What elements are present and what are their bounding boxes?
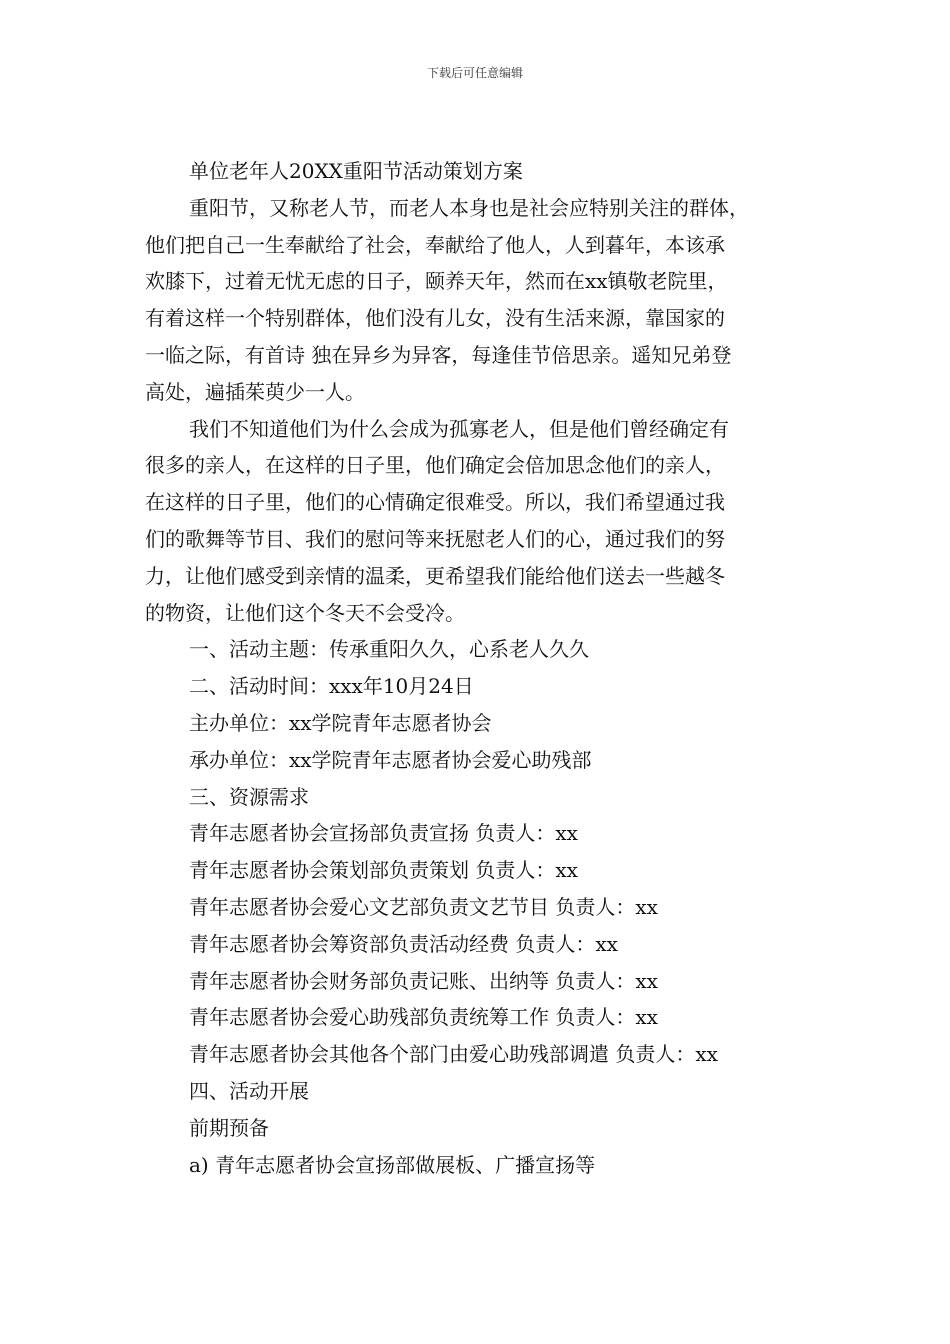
- text-line: 的物资，让他们这个冬天不会受冷。: [145, 600, 465, 625]
- resource-item: 青年志愿者协会爱心文艺部负责文艺节目 负责人：xx: [189, 894, 658, 919]
- text-line: 很多的亲人，在这样的日子里，他们确定会倍加思念他们的亲人，: [145, 453, 725, 478]
- resource-item: 青年志愿者协会策划部负责策划 负责人：xx: [189, 858, 578, 883]
- text-line: 我们不知道他们为什么会成为孤寡老人，但是他们曾经确定有: [189, 416, 729, 441]
- text-line: 们的歌舞等节目、我们的慰问等来抚慰老人们的心，通过我们的努: [145, 526, 725, 551]
- plan-items: [145, 631, 815, 1183]
- resource-item: 青年志愿者协会爱心助残部负责统筹工作 负责人：xx: [189, 1005, 658, 1030]
- paragraph-intro: [145, 190, 815, 411]
- co-organizer-line: 承办单位：xx学院青年志愿者协会爱心助残部: [189, 747, 592, 772]
- text-line: 重阳节，又称老人节，而老人本身也是社会应特别关注的群体，: [189, 195, 749, 220]
- text-line: 一临之际，有首诗 独在异乡为异客，每逢佳节倍思亲。遥知兄弟登: [145, 342, 732, 367]
- text-line: 高处，遍插茱萸少一人。: [145, 379, 365, 404]
- document-title: 单位老年人20XX重阳节活动策划方案: [189, 159, 523, 183]
- text-line: 力，让他们感受到亲情的温柔，更希望我们能给他们送去一些越冬: [145, 563, 725, 588]
- section-heading-theme: 一、活动主题：传承重阳久久，心系老人久久: [189, 637, 589, 662]
- resource-item: 青年志愿者协会宣扬部负责宣扬 负责人：xx: [189, 821, 578, 846]
- section-heading-activities: 四、活动开展: [189, 1078, 309, 1103]
- list-item: a) 青年志愿者协会宣扬部做展板、广播宣扬等: [189, 1152, 596, 1177]
- organizer-line: 主办单位：xx学院青年志愿者协会: [189, 710, 492, 735]
- resource-item: 青年志愿者协会其他各个部门由爱心助残部调遣 负责人：xx: [189, 1042, 718, 1067]
- resource-item: 青年志愿者协会财务部负责记账、出纳等 负责人：xx: [189, 968, 658, 993]
- section-heading-resources: 三、资源需求: [189, 784, 309, 809]
- page-header: 下载后可任意编辑: [426, 66, 523, 80]
- text-line: 有着这样一个特别群体，他们没有儿女，没有生活来源，靠国家的: [145, 306, 725, 331]
- resource-item: 青年志愿者协会筹资部负责活动经费 负责人：xx: [189, 931, 618, 956]
- text-line: 在这样的日子里，他们的心情确定很难受。所以，我们希望通过我: [145, 490, 725, 515]
- document-body: [145, 153, 815, 1183]
- text-line: 欢膝下，过着无忧无虑的日子，颐养天年，然而在xx镇敬老院里，: [145, 269, 728, 294]
- text-line: 他们把自己一生奉献给了社会，奉献给了他人，人到暮年，本该承: [145, 232, 725, 257]
- section-heading-time: 二、活动时间：xxx年10月24日: [189, 674, 474, 699]
- subsection-preparation: 前期预备: [189, 1115, 269, 1140]
- paragraph-purpose: [145, 411, 815, 632]
